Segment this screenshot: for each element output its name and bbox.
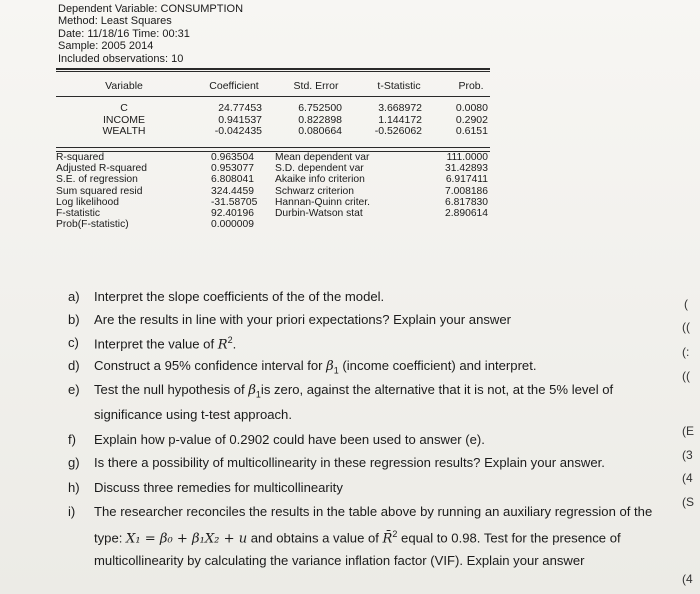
table-cell: 6.752500 xyxy=(298,102,342,114)
stat-label: Adjusted R-squared xyxy=(56,163,148,175)
subscript: 1 xyxy=(255,389,261,400)
question-text: Explain how p-value of 0.2902 could have been used to answer (e). xyxy=(94,432,485,447)
stat-value: -31.58705 xyxy=(211,196,258,208)
table-rule-header xyxy=(56,96,490,97)
stat-label: Sum squared resid xyxy=(56,185,143,197)
question-text xyxy=(94,382,613,400)
question-text-part: equal to 0.98. Test for the presence of xyxy=(397,530,621,546)
variable-column xyxy=(92,103,156,138)
question-text-part: . xyxy=(232,336,237,352)
std-error-column xyxy=(282,103,342,138)
stat-value: 324.4459 xyxy=(211,185,254,197)
date-time: Date: 11/18/16 Time: 00:31 xyxy=(58,27,190,40)
table-cell: 0.822898 xyxy=(298,113,342,126)
stat-label: Mean dependent var xyxy=(275,152,370,163)
stat-value: 6.817830 xyxy=(445,196,488,208)
table-cell: 0.0080 xyxy=(455,102,488,114)
question-label: b) xyxy=(68,312,80,327)
stats-right-values xyxy=(420,152,488,219)
question-label: c) xyxy=(68,335,79,350)
stat-label: S.E. of regression xyxy=(56,174,138,186)
table-cell: -0.526062 xyxy=(374,125,422,138)
question-label: i) xyxy=(68,504,76,519)
dependent-variable: Dependent Variable: CONSUMPTION xyxy=(58,3,244,15)
question-text: Interpret the slope coefficients of the of the model. xyxy=(94,289,385,304)
stats-left-labels xyxy=(56,152,147,230)
col-std-error: Std. Error xyxy=(293,80,339,92)
stat-label: F-statistic xyxy=(56,208,101,220)
superscript: 2 xyxy=(227,335,233,345)
stat-label: Durbin-Watson stat xyxy=(275,208,363,220)
table-cell: 0.2902 xyxy=(455,113,488,126)
mark-d: (( xyxy=(682,369,690,383)
table-cell: C xyxy=(120,102,128,114)
question-text-part: and obtains a value of xyxy=(247,530,383,546)
table-cell: 1.144172 xyxy=(378,113,422,126)
beta-symbol: β xyxy=(248,383,256,398)
stat-label: Schwarz criterion xyxy=(275,185,354,197)
table-cell: 3.668972 xyxy=(378,102,422,114)
stat-label: Prob(F-statistic) xyxy=(56,219,129,231)
coefficient-column xyxy=(196,103,262,138)
mark-a: ( xyxy=(684,297,688,311)
question-text-part: (income coefficient) and interpret. xyxy=(338,358,537,373)
t-statistic-column xyxy=(362,103,422,138)
question-text-part: Construct a 95% confidence interval for xyxy=(94,358,327,373)
stat-value: 31.42893 xyxy=(445,163,488,175)
question-text xyxy=(94,335,236,352)
regression-header xyxy=(58,3,243,65)
stat-label: S.D. dependent var xyxy=(275,163,364,175)
question-label: h) xyxy=(68,480,80,495)
question-label: a) xyxy=(68,289,80,304)
sample: Sample: 2005 2014 xyxy=(58,40,154,53)
table-cell: INCOME xyxy=(103,113,145,126)
stat-value: 0.953077 xyxy=(211,163,254,175)
table-rule-mid xyxy=(56,147,490,148)
question-text: multicollinearity by calculating the variance inflation factor (VIF). Explain your answer xyxy=(94,553,585,568)
prob-column xyxy=(440,103,488,138)
stat-value: 0.000009 xyxy=(211,219,254,231)
mark-c: (: xyxy=(682,345,690,359)
subscript: 1 xyxy=(333,365,339,376)
question-text-part: Test the null hypothesis of xyxy=(94,382,249,397)
stat-value: 111.0000 xyxy=(446,152,488,163)
superscript: 2 xyxy=(392,529,398,539)
r-symbol: R xyxy=(217,337,228,353)
table-cell: WEALTH xyxy=(102,125,146,138)
table-rule-top xyxy=(56,68,490,70)
table-rule-top-2 xyxy=(56,71,490,72)
question-text-part: is zero, against the alternative that it is not, at the 5% level of xyxy=(260,382,614,397)
question-text: significance using t-test approach. xyxy=(94,407,292,422)
question-text xyxy=(94,529,621,546)
question-label: e) xyxy=(68,382,80,397)
mark-h: (S xyxy=(682,495,694,509)
col-variable: Variable xyxy=(105,80,143,92)
table-cell: 0.941537 xyxy=(218,113,262,126)
stats-left-values xyxy=(211,152,257,230)
mark-g: (4 xyxy=(682,471,693,485)
stat-value: 2.890614 xyxy=(445,208,488,220)
observations: Included observations: 10 xyxy=(58,52,184,65)
col-prob: Prob. xyxy=(458,80,484,92)
stat-value: 6.917411 xyxy=(445,174,488,186)
col-t-statistic: t-Statistic xyxy=(377,80,421,92)
question-text xyxy=(94,358,536,376)
mark-e: (E xyxy=(682,424,694,438)
stat-value: 92.40196 xyxy=(211,208,254,220)
stat-label: Log likelihood xyxy=(56,196,119,208)
stat-value: 0.963504 xyxy=(211,152,254,163)
table-cell: 24.77453 xyxy=(218,102,262,114)
question-label: g) xyxy=(68,455,80,470)
question-text: The researcher reconciles the results in the table above by running an auxiliary regression of the xyxy=(94,504,653,519)
question-text: Discuss three remedies for multicollinearity xyxy=(94,480,343,495)
mark-f: (3 xyxy=(682,448,693,462)
question-text: Are the results in line with your priori expectations? Explain your answer xyxy=(94,312,512,327)
mark-i: (4 xyxy=(682,572,693,586)
question-label: d) xyxy=(68,358,80,373)
mark-b: (( xyxy=(682,320,690,334)
stats-right-labels xyxy=(275,152,370,219)
table-cell: 0.6151 xyxy=(455,125,488,138)
stat-label: R-squared xyxy=(56,152,105,163)
stat-value: 6.808041 xyxy=(211,174,254,186)
stat-label: Hannan-Quinn criter. xyxy=(275,196,371,208)
question-label: f) xyxy=(68,432,76,447)
auxiliary-equation: X₁ = β₀ + β₁X₂ + u xyxy=(126,531,248,547)
r-bar-symbol: R̄ xyxy=(382,531,393,547)
beta-symbol: β xyxy=(326,359,334,374)
method: Method: Least Squares xyxy=(58,15,172,28)
table-cell: 0.080664 xyxy=(298,125,342,138)
stat-value: 7.008186 xyxy=(445,185,488,197)
table-cell: -0.042435 xyxy=(214,125,262,138)
question-text-part: Interpret the value of xyxy=(94,336,218,352)
stat-label: Akaike info criterion xyxy=(275,174,365,186)
question-text: Is there a possibility of multicollinearity in these regression results? Explain your answer. xyxy=(94,455,605,470)
col-coefficient: Coefficient xyxy=(209,80,259,92)
question-text-part: type: xyxy=(94,530,127,546)
